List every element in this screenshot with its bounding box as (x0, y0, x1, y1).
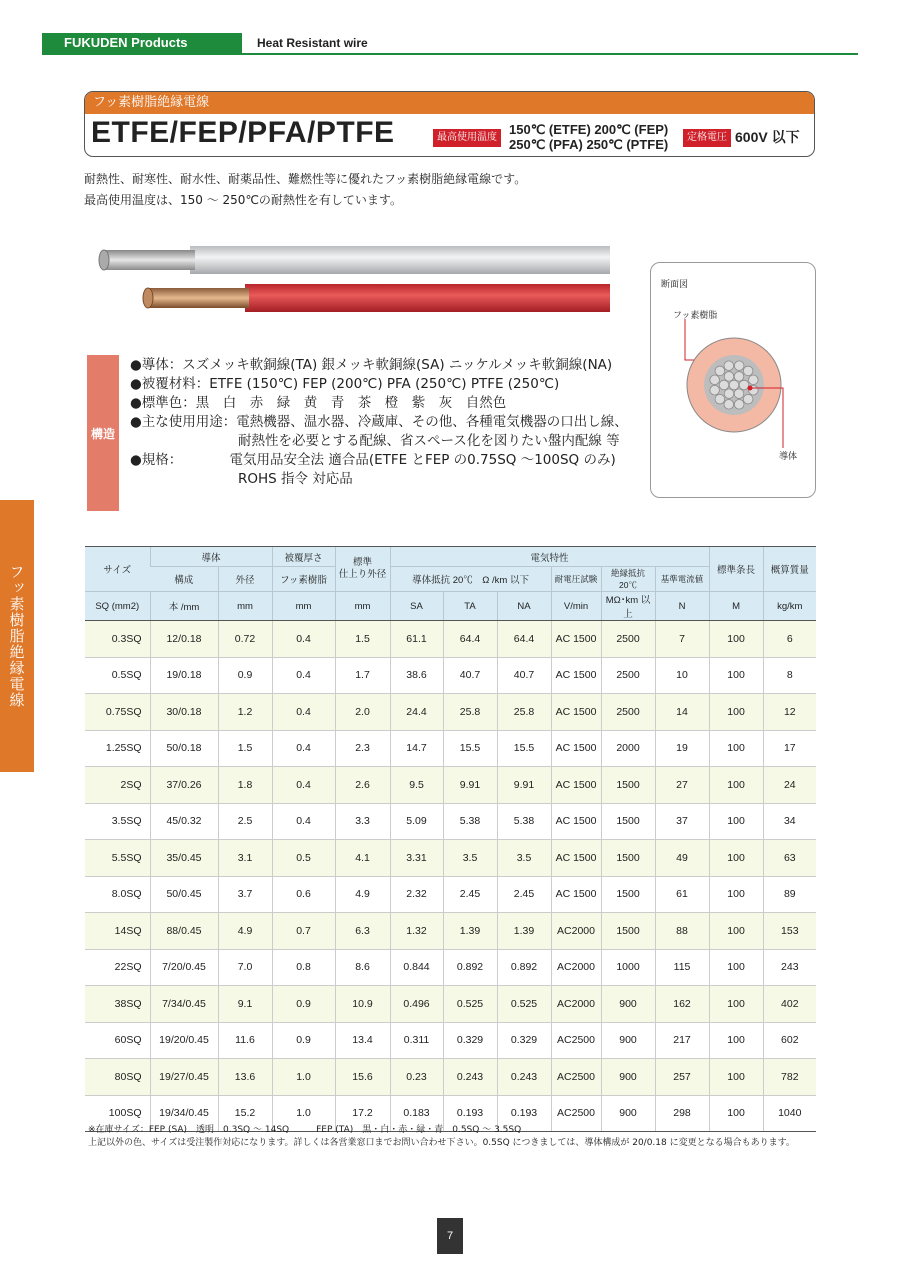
table-cell: 1.5 (335, 621, 390, 658)
table-cell: 10.9 (335, 986, 390, 1023)
table-cell: 2SQ (85, 767, 150, 804)
description-line-1: 耐熱性、耐寒性、耐水性、耐薬品性、難燃性等に優れたフッ素樹脂絶縁電線です。 (84, 172, 527, 186)
category-header-label: Heat Resistant wire (257, 36, 368, 50)
table-row (85, 840, 816, 877)
structure-item-colors: ●標準色：黒 白 赤 緑 黄 青 茶 橙 紫 灰 自然色 (130, 395, 507, 411)
table-cell: 2.3 (335, 730, 390, 767)
table-cell: 100 (709, 621, 763, 658)
max-temp-label: 最高使用温度 (433, 129, 501, 147)
table-cell: 0.4 (272, 621, 335, 658)
table-cell: 602 (763, 1022, 816, 1059)
table-cell: 60SQ (85, 1022, 150, 1059)
table-cell: 19/27/0.45 (150, 1059, 218, 1096)
structure-item-usage: ●主な使用用途：電熱機器、温水器、冷蔵庫、その他、各種電気機器の口出し線、 (130, 414, 628, 430)
catalog-header-label: FUKUDEN Products CATALOG (42, 33, 242, 53)
table-cell: 1.0 (272, 1059, 335, 1096)
table-cell: 4.1 (335, 840, 390, 877)
table-cell: 1.0 (272, 1095, 335, 1132)
table-cell: 1.25SQ (85, 730, 150, 767)
table-cell: 9.91 (497, 767, 551, 804)
table-cell: 3.5SQ (85, 803, 150, 840)
unit-cell: mm (272, 592, 335, 621)
table-cell: AC 1500 (551, 876, 601, 913)
table-cell: 100 (709, 1095, 763, 1132)
structure-list (130, 356, 628, 489)
rated-voltage-label: 定格電圧 (683, 129, 731, 147)
table-cell: 13.6 (218, 1059, 272, 1096)
table-cell: 0.525 (497, 986, 551, 1023)
table-cell: 0.311 (390, 1022, 443, 1059)
table-cell: 100 (709, 730, 763, 767)
table-cell: 61.1 (390, 621, 443, 658)
table-cell: 7 (655, 621, 709, 658)
silver-cable-conductor (103, 250, 195, 270)
red-cable-jacket (245, 284, 610, 312)
page-number: 7 (437, 1218, 463, 1254)
table-cell: 64.4 (443, 621, 497, 658)
cross-section-diagram (651, 263, 817, 499)
table-cell: 3.31 (390, 840, 443, 877)
table-cell: 0.4 (272, 803, 335, 840)
product-title: ETFE/FEP/PFA/PTFE (91, 116, 395, 149)
table-cell: 7/34/0.45 (150, 986, 218, 1023)
table-cell: 3.7 (218, 876, 272, 913)
table-cell: AC2000 (551, 986, 601, 1023)
table-cell: 100 (709, 1022, 763, 1059)
table-cell: 34 (763, 803, 816, 840)
table-cell: 1500 (601, 803, 655, 840)
table-cell: 9.1 (218, 986, 272, 1023)
unit-cell: kg/km (763, 592, 816, 621)
table-cell: 2000 (601, 730, 655, 767)
table-cell: 900 (601, 1059, 655, 1096)
table-cell: 0.892 (443, 949, 497, 986)
table-cell: 3.5 (497, 840, 551, 877)
table-cell: 100SQ (85, 1095, 150, 1132)
structure-item-standard: ●規格： 電気用品安全法 適合品(ETFE とFEP の0.75SQ ～100SQ のみ) (130, 452, 616, 468)
rated-voltage-value: 600V 以下 (735, 129, 800, 145)
table-cell: 1040 (763, 1095, 816, 1132)
table-cell: 100 (709, 803, 763, 840)
table-cell: 24 (763, 767, 816, 804)
table-cell: 0.496 (390, 986, 443, 1023)
product-title-box (84, 91, 815, 157)
table-cell: 4.9 (218, 913, 272, 950)
table-cell: 19/20/0.45 (150, 1022, 218, 1059)
table-cell: 9.5 (390, 767, 443, 804)
table-cell: 40.7 (497, 657, 551, 694)
table-cell: 0.5SQ (85, 657, 150, 694)
table-row (85, 949, 816, 986)
table-cell: 40.7 (443, 657, 497, 694)
table-cell: 15.2 (218, 1095, 272, 1132)
table-cell: 38SQ (85, 986, 150, 1023)
table-row (85, 657, 816, 694)
table-cell: 0.4 (272, 767, 335, 804)
table-cell: 37/0.26 (150, 767, 218, 804)
table-cell: 0.23 (390, 1059, 443, 1096)
col-od: 外径 (218, 567, 272, 592)
table-cell: 153 (763, 913, 816, 950)
table-cell: 63 (763, 840, 816, 877)
table-cell: 100 (709, 657, 763, 694)
table-cell: 1500 (601, 913, 655, 950)
table-cell: 100 (709, 767, 763, 804)
table-cell: 89 (763, 876, 816, 913)
table-cell: 12/0.18 (150, 621, 218, 658)
table-cell: AC 1500 (551, 730, 601, 767)
table-cell: 0.75SQ (85, 694, 150, 731)
table-cell: 3.3 (335, 803, 390, 840)
table-cell: 1.8 (218, 767, 272, 804)
table-cell: 50/0.45 (150, 876, 218, 913)
side-category-tab: フッ素樹脂絶縁電線 (0, 500, 34, 772)
silver-cable-jacket (190, 246, 610, 274)
table-cell: 9.91 (443, 767, 497, 804)
table-cell: 6 (763, 621, 816, 658)
note-custom: 上記以外の色、サイズは受注製作対応になります。詳しくは各営業窓口までお問い合わせ下さい。0.5SQ につきましては、導体構成が 20/0.18 に変更となる場合もあります。 (88, 1138, 795, 1148)
table-cell: 0.193 (443, 1095, 497, 1132)
table-cell: 0.4 (272, 730, 335, 767)
note-stock: ※在庫サイズ：FEP (SA) 透明 0.3SQ ～ 14SQ FEP (TA) 黒・白・赤・緑・青 0.5SQ ～ 3.5SQ (88, 1125, 522, 1135)
table-cell: AC 1500 (551, 803, 601, 840)
table-cell: 2.45 (497, 876, 551, 913)
table-cell: 298 (655, 1095, 709, 1132)
table-row (85, 876, 816, 913)
table-cell: 0.3SQ (85, 621, 150, 658)
col-fluororesin: フッ素樹脂 (272, 567, 335, 592)
unit-cell: NA (497, 592, 551, 621)
table-cell: 4.9 (335, 876, 390, 913)
table-cell: 15.5 (443, 730, 497, 767)
description-line-2: 最高使用温度は、150 ～ 250℃の耐熱性を有しています。 (84, 193, 402, 207)
table-cell: 27 (655, 767, 709, 804)
table-cell: 1.5 (218, 730, 272, 767)
table-cell: 7.0 (218, 949, 272, 986)
table-cell: 5.38 (443, 803, 497, 840)
table-cell: 6.3 (335, 913, 390, 950)
table-cell: AC2500 (551, 1059, 601, 1096)
table-cell: 12 (763, 694, 816, 731)
unit-cell: 本 /mm (150, 592, 218, 621)
table-cell: 162 (655, 986, 709, 1023)
table-row (85, 621, 816, 658)
table-cell: 11.6 (218, 1022, 272, 1059)
product-category: フッ素樹脂絶縁電線 (85, 92, 814, 114)
table-cell: 0.6 (272, 876, 335, 913)
table-cell: 1500 (601, 767, 655, 804)
table-cell: 5.09 (390, 803, 443, 840)
structure-item-usage-cont: 耐熱性を必要とする配線、省スペース化を図りたい盤内配線 等 (130, 433, 620, 449)
table-cell: 19 (655, 730, 709, 767)
table-row (85, 986, 816, 1023)
unit-cell: SA (390, 592, 443, 621)
col-size: サイズ (85, 547, 150, 592)
table-row (85, 803, 816, 840)
table-cell: 2.6 (335, 767, 390, 804)
table-cell: 14.7 (390, 730, 443, 767)
table-cell: 100 (709, 1059, 763, 1096)
table-cell: 100 (709, 840, 763, 877)
table-cell: 100 (709, 949, 763, 986)
conductor-label: 導体 (779, 452, 798, 462)
table-cell: 217 (655, 1022, 709, 1059)
table-cell: AC 1500 (551, 621, 601, 658)
table-cell: 1000 (601, 949, 655, 986)
table-cell: 1500 (601, 876, 655, 913)
table-cell: 0.525 (443, 986, 497, 1023)
col-ref-current: 基準電流値 (655, 567, 709, 592)
notes (88, 1124, 795, 1150)
table-cell: 5.5SQ (85, 840, 150, 877)
table-cell: 15.6 (335, 1059, 390, 1096)
table-cell: 1500 (601, 840, 655, 877)
col-coating-thickness: 被覆厚さ (272, 547, 335, 567)
unit-cell: SQ (mm2) (85, 592, 150, 621)
table-cell: 0.243 (443, 1059, 497, 1096)
table-cell: 1.39 (497, 913, 551, 950)
max-temp-line1: 150℃ (ETFE) 200℃ (FEP) (509, 122, 669, 137)
structure-item-standard-cont: ROHS 指令 対応品 (130, 471, 353, 487)
table-cell: 13.4 (335, 1022, 390, 1059)
table-cell: 88/0.45 (150, 913, 218, 950)
structure-tab: 構造 (87, 355, 119, 511)
table-row (85, 767, 816, 804)
table-cell: 100 (709, 986, 763, 1023)
table-cell: 3.5 (443, 840, 497, 877)
table-cell: 1.2 (218, 694, 272, 731)
table-cell: 88 (655, 913, 709, 950)
table-cell: 782 (763, 1059, 816, 1096)
table-cell: 0.4 (272, 657, 335, 694)
table-cell: 61 (655, 876, 709, 913)
table-cell: 80SQ (85, 1059, 150, 1096)
table-cell: 14SQ (85, 913, 150, 950)
table-cell: 2.45 (443, 876, 497, 913)
col-std-length: 標準条長 (709, 547, 763, 592)
table-cell: 50/0.18 (150, 730, 218, 767)
table-cell: 8.0SQ (85, 876, 150, 913)
insulation-label: フッ素樹脂 (673, 311, 718, 321)
table-row (85, 694, 816, 731)
table-cell: 0.5 (272, 840, 335, 877)
table-cell: 30/0.18 (150, 694, 218, 731)
table-cell: 900 (601, 986, 655, 1023)
table-cell: 25.8 (443, 694, 497, 731)
table-cell: 5.38 (497, 803, 551, 840)
table-cell: 8 (763, 657, 816, 694)
col-resistance: 導体抵抗 20℃ Ω /km 以下 (390, 567, 551, 592)
table-cell: 402 (763, 986, 816, 1023)
table-cell: 2500 (601, 621, 655, 658)
table-cell: 100 (709, 913, 763, 950)
table-cell: 1.7 (335, 657, 390, 694)
unit-cell: M (709, 592, 763, 621)
table-cell: AC2000 (551, 949, 601, 986)
table-cell: 0.8 (272, 949, 335, 986)
table-cell: 8.6 (335, 949, 390, 986)
table-cell: 900 (601, 1095, 655, 1132)
table-cell: 17 (763, 730, 816, 767)
table-cell: 0.243 (497, 1059, 551, 1096)
table-cell: 38.6 (390, 657, 443, 694)
table-cell: 0.9 (218, 657, 272, 694)
unit-cell: mm (335, 592, 390, 621)
table-cell: 2500 (601, 657, 655, 694)
table-cell: 19/34/0.45 (150, 1095, 218, 1132)
table-cell: 1.32 (390, 913, 443, 950)
table-row (85, 1059, 816, 1096)
col-withstand: 耐電圧試験 (551, 567, 601, 592)
unit-cell: MΩ･km 以上 (601, 592, 655, 621)
table-cell: 10 (655, 657, 709, 694)
table-cell: AC2500 (551, 1022, 601, 1059)
table-cell: 19/0.18 (150, 657, 218, 694)
table-cell: 0.72 (218, 621, 272, 658)
table-cell: 243 (763, 949, 816, 986)
table-cell: 45/0.32 (150, 803, 218, 840)
table-cell: 2.5 (218, 803, 272, 840)
table-cell: 0.9 (272, 1022, 335, 1059)
col-insulation-res: 絶縁抵抗 20℃ (601, 567, 655, 592)
col-standard-od: 標準 仕上り外径 (335, 547, 390, 592)
spec-table (85, 546, 816, 1132)
table-cell: 0.193 (497, 1095, 551, 1132)
table-cell: 100 (709, 876, 763, 913)
table-cell: 0.4 (272, 694, 335, 731)
table-cell: 0.183 (390, 1095, 443, 1132)
unit-row (85, 592, 816, 621)
table-cell: 2.0 (335, 694, 390, 731)
table-cell: 14 (655, 694, 709, 731)
table-cell: 257 (655, 1059, 709, 1096)
table-cell: 22SQ (85, 949, 150, 986)
table-cell: 35/0.45 (150, 840, 218, 877)
table-row (85, 913, 816, 950)
table-cell: 0.329 (443, 1022, 497, 1059)
table-cell: 0.9 (272, 986, 335, 1023)
col-approx-mass: 概算質量 (763, 547, 816, 592)
table-cell: AC 1500 (551, 694, 601, 731)
col-composition: 構成 (150, 567, 218, 592)
table-cell: 17.2 (335, 1095, 390, 1132)
table-cell: 115 (655, 949, 709, 986)
structure-item-coating: ●被覆材料：ETFE (150℃) FEP (200℃) PFA (250℃) PTFE (250℃) (130, 376, 560, 392)
col-conductor: 導体 (150, 547, 272, 567)
table-cell: 7/20/0.45 (150, 949, 218, 986)
table-cell: 900 (601, 1022, 655, 1059)
table-row (85, 1022, 816, 1059)
table-cell: 0.329 (497, 1022, 551, 1059)
table-cell: 0.7 (272, 913, 335, 950)
unit-cell: N (655, 592, 709, 621)
table-cell: 15.5 (497, 730, 551, 767)
table-cell: 3.1 (218, 840, 272, 877)
unit-cell: V/min (551, 592, 601, 621)
table-cell: 64.4 (497, 621, 551, 658)
table-cell: 1.39 (443, 913, 497, 950)
cable-illustration (95, 238, 610, 323)
structure-item-conductor: ●導体：スズメッキ軟銅線(TA) 銀メッキ軟銅線(SA) ニッケルメッキ軟銅線(NA) (130, 357, 613, 373)
table-cell: AC2000 (551, 913, 601, 950)
table-cell: 0.844 (390, 949, 443, 986)
table-cell: 24.4 (390, 694, 443, 731)
table-cell: AC 1500 (551, 840, 601, 877)
table-cell: 37 (655, 803, 709, 840)
unit-cell: TA (443, 592, 497, 621)
table-cell: 49 (655, 840, 709, 877)
col-electrical: 電気特性 (390, 547, 709, 567)
table-row (85, 730, 816, 767)
table-cell: AC2500 (551, 1095, 601, 1132)
cross-section-title: 断面図 (661, 280, 689, 290)
table-cell: 2500 (601, 694, 655, 731)
table-cell: 0.892 (497, 949, 551, 986)
unit-cell: mm (218, 592, 272, 621)
max-temp-line2: 250℃ (PFA) 250℃ (PTFE) (509, 137, 669, 152)
red-cable-conductor (147, 288, 249, 308)
table-cell: 25.8 (497, 694, 551, 731)
header-divider (42, 53, 858, 55)
table-cell: 100 (709, 694, 763, 731)
table-cell: 2.32 (390, 876, 443, 913)
table-cell: AC 1500 (551, 657, 601, 694)
cross-section-panel (650, 262, 816, 498)
table-cell: AC 1500 (551, 767, 601, 804)
